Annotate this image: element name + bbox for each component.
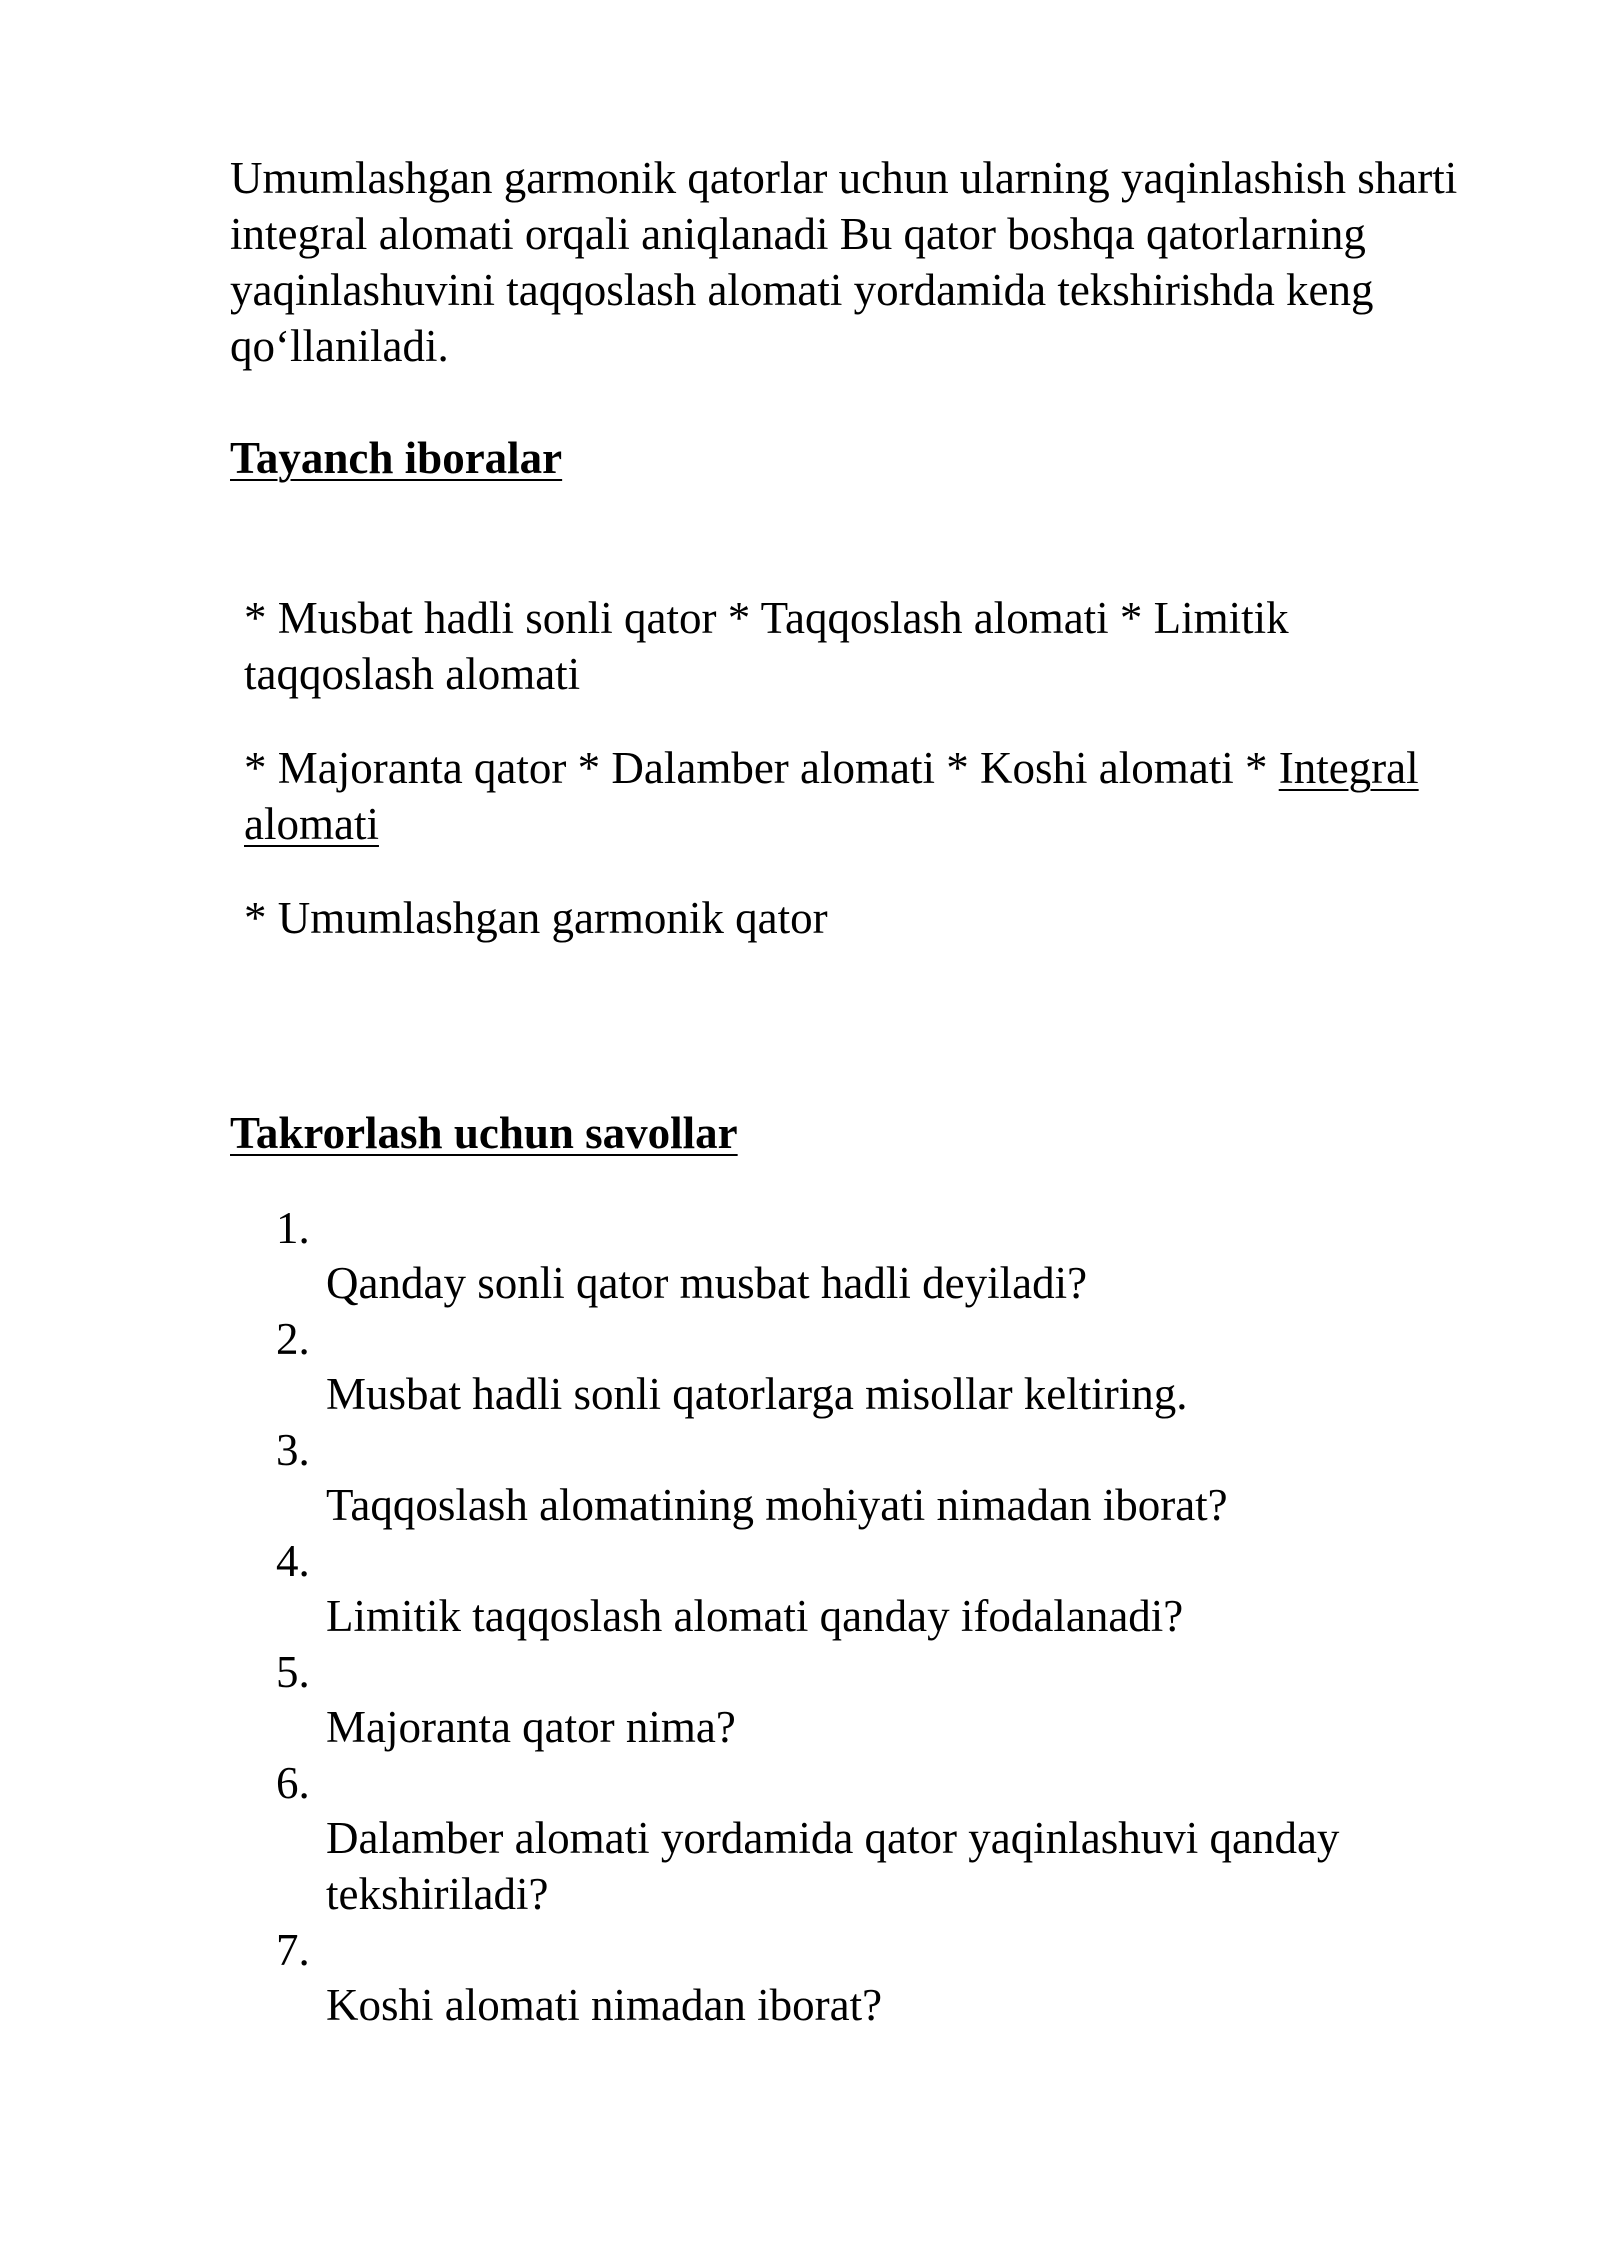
- question-text: Qanday sonli qator musbat hadli deyiladi?: [326, 1258, 1088, 1308]
- term-line-3: [244, 890, 1424, 946]
- question-text: Majoranta qator nima?: [326, 1702, 736, 1752]
- question-number: 4.: [276, 1536, 310, 1586]
- question-item-6: [276, 1755, 1446, 1922]
- question-number: 1.: [276, 1203, 310, 1253]
- question-item-1: [276, 1200, 1446, 1311]
- question-number: 5.: [276, 1647, 310, 1697]
- question-text: Dalamber alomati yordamida qator yaqinlashuvi qanday tekshiriladi?: [326, 1813, 1340, 1919]
- question-item-7: [276, 1922, 1446, 2033]
- term-line-1-text: * Musbat hadli sonli qator * Taqqoslash alomati * Limitik taqqoslash alomati: [244, 593, 1289, 699]
- question-number: 2.: [276, 1314, 310, 1364]
- term-line-3-text: * Umumlashgan garmonik qator: [244, 893, 828, 943]
- question-number: 6.: [276, 1758, 310, 1808]
- question-text: Musbat hadli sonli qatorlarga misollar keltiring.: [326, 1369, 1188, 1419]
- question-item-3: [276, 1422, 1446, 1533]
- term-line-2-text: * Majoranta qator * Dalamber alomati * Koshi alomati *: [244, 743, 1279, 793]
- integral-alomati-underlined: Integral alomati: [244, 743, 1419, 849]
- question-item-5: [276, 1644, 1446, 1755]
- question-text: Koshi alomati nimadan iborat?: [326, 1980, 883, 2030]
- term-line-2: [244, 740, 1424, 852]
- intro-paragraph: Umumlashgan garmonik qatorlar uchun ularning yaqinlashish sharti integral alomati orqali aniqlanadi Bu qator boshqa qatorlarning yaqinlashuvini taqqoslash alomati yordamida tekshirishda keng qo‘llaniladi.: [230, 153, 1458, 371]
- question-item-4: [276, 1533, 1446, 1644]
- term-line-1: [244, 590, 1424, 702]
- question-text: Limitik taqqoslash alomati qanday ifodalanadi?: [326, 1591, 1184, 1641]
- question-number: 3.: [276, 1425, 310, 1475]
- questions-list: [276, 1200, 1446, 2033]
- question-number: 7.: [276, 1925, 310, 1975]
- questions-heading: Takrorlash uchun savollar: [230, 1108, 738, 1158]
- terms-heading: Tayanch iboralar: [230, 433, 563, 483]
- question-text: Taqqoslash alomatining mohiyati nimadan iborat?: [326, 1480, 1228, 1530]
- question-item-2: [276, 1311, 1446, 1422]
- terms-list: [244, 590, 1424, 984]
